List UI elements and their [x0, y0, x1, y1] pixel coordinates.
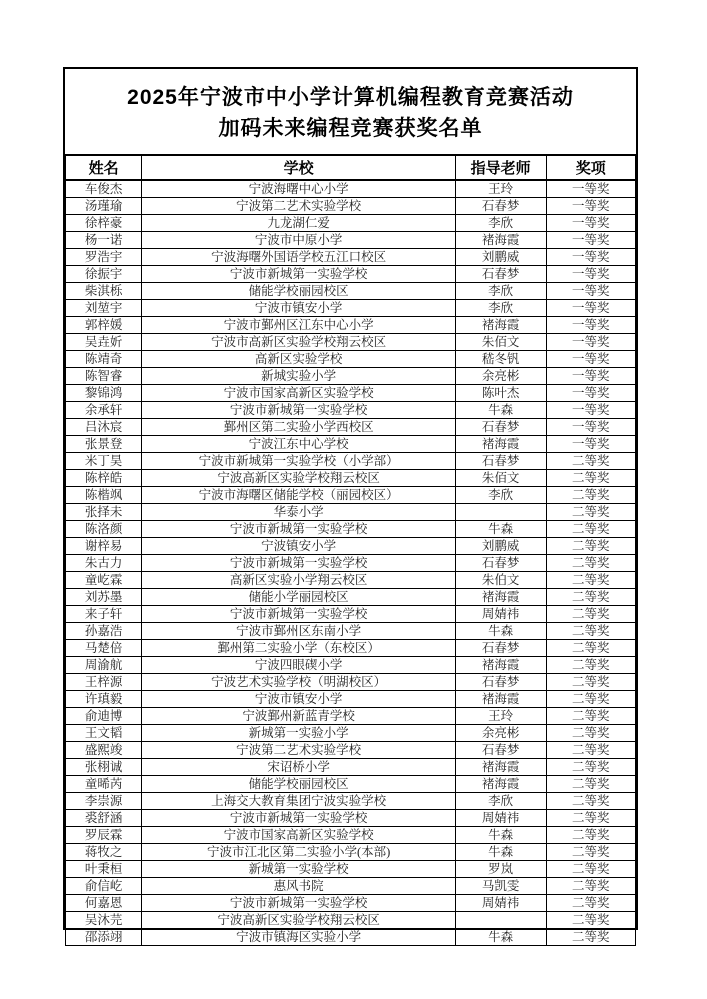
cell-award: 二等奖	[546, 674, 636, 691]
cell-teacher: 石春梦	[455, 266, 546, 283]
cell-name: 童屹霖	[66, 572, 142, 589]
table-row	[66, 266, 636, 283]
cell-award: 二等奖	[546, 470, 636, 487]
cell-teacher: 朱佰文	[455, 470, 546, 487]
table-row	[66, 861, 636, 878]
table-body	[66, 180, 636, 946]
table-row	[66, 351, 636, 368]
cell-award: 一等奖	[546, 300, 636, 317]
table-row	[66, 640, 636, 657]
cell-teacher: 石春梦	[455, 555, 546, 572]
cell-school: 储能学校丽园校区	[142, 776, 456, 793]
cell-school: 宁波市鄞州区东南小学	[142, 623, 456, 640]
cell-name: 吴沐芫	[66, 912, 142, 929]
cell-school: 鄞州第二实验小学（东校区）	[142, 640, 456, 657]
cell-teacher: 石春梦	[455, 198, 546, 215]
table-row	[66, 419, 636, 436]
cell-name: 杨一诺	[66, 232, 142, 249]
cell-teacher: 马凯雯	[455, 878, 546, 895]
table-row	[66, 827, 636, 844]
cell-name: 裘舒涵	[66, 810, 142, 827]
cell-award: 二等奖	[546, 793, 636, 810]
cell-school: 宁波镇安小学	[142, 538, 456, 555]
table-row	[66, 776, 636, 793]
cell-teacher: 周婧祎	[455, 606, 546, 623]
cell-school: 新城第一实验小学	[142, 725, 456, 742]
cell-teacher: 牛森	[455, 623, 546, 640]
table-row	[66, 504, 636, 521]
cell-teacher: 褚海霞	[455, 317, 546, 334]
table-row	[66, 283, 636, 300]
table-row	[66, 334, 636, 351]
cell-school: 宁波市新城第一实验学校（小学部）	[142, 453, 456, 470]
cell-award: 一等奖	[546, 249, 636, 266]
cell-name: 刘苏墨	[66, 589, 142, 606]
cell-teacher: 牛森	[455, 402, 546, 419]
cell-award: 二等奖	[546, 606, 636, 623]
cell-school: 宁波第二艺术实验学校	[142, 742, 456, 759]
cell-award: 二等奖	[546, 776, 636, 793]
cell-teacher: 牛森	[455, 929, 546, 946]
cell-name: 吴垚妡	[66, 334, 142, 351]
cell-school: 宁波市镇安小学	[142, 300, 456, 317]
cell-name: 黎锦鸿	[66, 385, 142, 402]
cell-award: 二等奖	[546, 912, 636, 929]
cell-school: 宁波海曙外国语学校五江口校区	[142, 249, 456, 266]
cell-name: 来子轩	[66, 606, 142, 623]
cell-award: 二等奖	[546, 929, 636, 946]
cell-teacher: 牛森	[455, 844, 546, 861]
cell-teacher: 李欣	[455, 793, 546, 810]
cell-teacher	[455, 912, 546, 929]
cell-award: 二等奖	[546, 759, 636, 776]
cell-school: 宁波第二艺术实验学校	[142, 198, 456, 215]
cell-school: 宁波高新区实验学校翔云校区	[142, 470, 456, 487]
table-row	[66, 180, 636, 198]
table-row	[66, 453, 636, 470]
header-teacher: 指导老师	[455, 155, 546, 180]
cell-name: 陈智睿	[66, 368, 142, 385]
cell-award: 一等奖	[546, 436, 636, 453]
cell-school: 储能小学丽园校区	[142, 589, 456, 606]
table-header	[66, 155, 636, 180]
cell-award: 一等奖	[546, 283, 636, 300]
table-row	[66, 249, 636, 266]
cell-teacher: 褚海霞	[455, 776, 546, 793]
cell-school: 宋诏桥小学	[142, 759, 456, 776]
cell-teacher: 褚海霞	[455, 232, 546, 249]
cell-school: 宁波江东中心学校	[142, 436, 456, 453]
cell-school: 宁波高新区实验学校翔云校区	[142, 912, 456, 929]
cell-award: 一等奖	[546, 180, 636, 198]
table-row	[66, 589, 636, 606]
cell-school: 宁波艺术实验学校（明湖校区）	[142, 674, 456, 691]
cell-school: 宁波市新城第一实验学校	[142, 606, 456, 623]
cell-award: 二等奖	[546, 861, 636, 878]
cell-school: 宁波市海曙区储能学校（丽园校区）	[142, 487, 456, 504]
cell-teacher: 陈叶杰	[455, 385, 546, 402]
cell-name: 米丁昊	[66, 453, 142, 470]
table-row	[66, 215, 636, 232]
cell-teacher: 朱佰文	[455, 334, 546, 351]
cell-school: 宁波市新城第一实验学校	[142, 555, 456, 572]
cell-award: 二等奖	[546, 572, 636, 589]
cell-award: 一等奖	[546, 385, 636, 402]
header-name: 姓名	[66, 155, 142, 180]
cell-name: 盛熙竣	[66, 742, 142, 759]
table-row	[66, 572, 636, 589]
cell-teacher: 朱伯文	[455, 572, 546, 589]
cell-name: 吕沐宸	[66, 419, 142, 436]
cell-teacher: 石春梦	[455, 419, 546, 436]
cell-school: 宁波市江北区第二实验小学(本部)	[142, 844, 456, 861]
cell-teacher: 褚海霞	[455, 657, 546, 674]
table-row	[66, 708, 636, 725]
cell-school: 宁波市国家高新区实验学校	[142, 827, 456, 844]
cell-name: 许瑱毅	[66, 691, 142, 708]
cell-name: 汤瑾瑜	[66, 198, 142, 215]
title-line-1: 2025年宁波市中小学计算机编程教育竞赛活动	[127, 86, 574, 109]
cell-name: 张栩诚	[66, 759, 142, 776]
cell-teacher: 褚海霞	[455, 691, 546, 708]
cell-name: 王文韬	[66, 725, 142, 742]
cell-school: 宁波鄞州新蓝青学校	[142, 708, 456, 725]
table-row	[66, 300, 636, 317]
cell-award: 二等奖	[546, 844, 636, 861]
cell-school: 高新区实验学校	[142, 351, 456, 368]
cell-teacher: 王玲	[455, 708, 546, 725]
table-row	[66, 606, 636, 623]
cell-school: 宁波市中原小学	[142, 232, 456, 249]
cell-name: 张择未	[66, 504, 142, 521]
cell-teacher: 周婧祎	[455, 810, 546, 827]
cell-award: 一等奖	[546, 419, 636, 436]
cell-name: 陈梓皓	[66, 470, 142, 487]
table-row	[66, 912, 636, 929]
cell-name: 陈靖奇	[66, 351, 142, 368]
cell-award: 二等奖	[546, 504, 636, 521]
cell-award: 二等奖	[546, 623, 636, 640]
cell-teacher: 褚海霞	[455, 759, 546, 776]
cell-name: 俞信屹	[66, 878, 142, 895]
cell-teacher	[455, 504, 546, 521]
table-row	[66, 402, 636, 419]
table-row	[66, 929, 636, 946]
cell-school: 新城实验小学	[142, 368, 456, 385]
cell-teacher: 石春梦	[455, 640, 546, 657]
cell-award: 一等奖	[546, 351, 636, 368]
table-row	[66, 368, 636, 385]
cell-name: 余承轩	[66, 402, 142, 419]
table-row	[66, 538, 636, 555]
table-row	[66, 742, 636, 759]
cell-teacher: 罗岚	[455, 861, 546, 878]
cell-school: 宁波市新城第一实验学校	[142, 402, 456, 419]
cell-award: 一等奖	[546, 266, 636, 283]
header-school: 学校	[142, 155, 456, 180]
table-row	[66, 385, 636, 402]
cell-award: 一等奖	[546, 232, 636, 249]
cell-school: 宁波市新城第一实验学校	[142, 810, 456, 827]
table-row	[66, 487, 636, 504]
cell-name: 刘堃宇	[66, 300, 142, 317]
cell-name: 柴淇栎	[66, 283, 142, 300]
cell-teacher: 余亮彬	[455, 725, 546, 742]
cell-teacher: 刘鹏威	[455, 249, 546, 266]
cell-school: 宁波市新城第一实验学校	[142, 895, 456, 912]
cell-teacher: 石春梦	[455, 742, 546, 759]
table-row	[66, 725, 636, 742]
cell-school: 宁波市鄞州区江东中心小学	[142, 317, 456, 334]
cell-name: 王梓源	[66, 674, 142, 691]
document-frame	[63, 67, 638, 944]
cell-award: 二等奖	[546, 725, 636, 742]
cell-teacher: 李欣	[455, 300, 546, 317]
cell-teacher: 李欣	[455, 487, 546, 504]
cell-teacher: 李欣	[455, 283, 546, 300]
cell-award: 二等奖	[546, 708, 636, 725]
cell-award: 二等奖	[546, 521, 636, 538]
cell-school: 宁波市镇安小学	[142, 691, 456, 708]
cell-school: 惠风书院	[142, 878, 456, 895]
cell-name: 徐梓豪	[66, 215, 142, 232]
cell-name: 何嘉恩	[66, 895, 142, 912]
cell-award: 一等奖	[546, 368, 636, 385]
table-row	[66, 793, 636, 810]
cell-name: 童晞芮	[66, 776, 142, 793]
table-row	[66, 555, 636, 572]
cell-award: 二等奖	[546, 895, 636, 912]
cell-name: 徐振宇	[66, 266, 142, 283]
cell-name: 罗辰霖	[66, 827, 142, 844]
table-row	[66, 623, 636, 640]
cell-award: 二等奖	[546, 538, 636, 555]
document-title	[65, 69, 636, 154]
cell-teacher: 周婧祎	[455, 895, 546, 912]
cell-award: 一等奖	[546, 334, 636, 351]
cell-name: 孙嘉浩	[66, 623, 142, 640]
cell-school: 宁波市新城第一实验学校	[142, 266, 456, 283]
cell-award: 二等奖	[546, 878, 636, 895]
cell-award: 一等奖	[546, 215, 636, 232]
cell-teacher: 刘鹏威	[455, 538, 546, 555]
cell-school: 鄞州区第二实验小学西校区	[142, 419, 456, 436]
cell-name: 陈楷飒	[66, 487, 142, 504]
cell-teacher: 李欣	[455, 215, 546, 232]
title-line-2: 加码未来编程竞赛获奖名单	[218, 117, 483, 140]
table-row	[66, 895, 636, 912]
cell-award: 二等奖	[546, 657, 636, 674]
table-row	[66, 436, 636, 453]
cell-award: 一等奖	[546, 198, 636, 215]
cell-teacher: 褚海霞	[455, 589, 546, 606]
awards-table	[65, 154, 636, 946]
cell-school: 宁波市镇海区实验小学	[142, 929, 456, 946]
cell-school: 宁波市高新区实验学校翔云校区	[142, 334, 456, 351]
cell-school: 宁波市国家高新区实验学校	[142, 385, 456, 402]
cell-school: 储能学校丽园校区	[142, 283, 456, 300]
cell-award: 二等奖	[546, 742, 636, 759]
table-row	[66, 317, 636, 334]
table-row	[66, 232, 636, 249]
cell-award: 二等奖	[546, 810, 636, 827]
cell-teacher: 余亮彬	[455, 368, 546, 385]
cell-teacher: 石春梦	[455, 453, 546, 470]
cell-name: 邵添翊	[66, 929, 142, 946]
cell-name: 郭梓媛	[66, 317, 142, 334]
cell-name: 叶秉桓	[66, 861, 142, 878]
cell-name: 俞迪博	[66, 708, 142, 725]
cell-award: 二等奖	[546, 453, 636, 470]
table-row	[66, 759, 636, 776]
table-row	[66, 521, 636, 538]
cell-award: 二等奖	[546, 487, 636, 504]
cell-award: 一等奖	[546, 402, 636, 419]
table-row	[66, 657, 636, 674]
cell-name: 张景登	[66, 436, 142, 453]
cell-school: 高新区实验小学翔云校区	[142, 572, 456, 589]
table-row	[66, 674, 636, 691]
cell-award: 二等奖	[546, 555, 636, 572]
cell-award: 二等奖	[546, 827, 636, 844]
cell-teacher: 褚海霞	[455, 436, 546, 453]
table-row	[66, 844, 636, 861]
cell-name: 周渝航	[66, 657, 142, 674]
cell-school: 上海交大教育集团宁波实验学校	[142, 793, 456, 810]
cell-award: 二等奖	[546, 640, 636, 657]
cell-name: 朱古力	[66, 555, 142, 572]
cell-school: 新城第一实验学校	[142, 861, 456, 878]
cell-school: 宁波市新城第一实验学校	[142, 521, 456, 538]
cell-school: 宁波海曙中心小学	[142, 180, 456, 198]
cell-name: 李崇源	[66, 793, 142, 810]
cell-teacher: 王玲	[455, 180, 546, 198]
cell-name: 罗浩宇	[66, 249, 142, 266]
cell-name: 蒋牧之	[66, 844, 142, 861]
header-award: 奖项	[546, 155, 636, 180]
cell-school: 华泰小学	[142, 504, 456, 521]
cell-school: 九龙湖仁爱	[142, 215, 456, 232]
cell-teacher: 牛森	[455, 521, 546, 538]
cell-name: 马楚倍	[66, 640, 142, 657]
table-row	[66, 691, 636, 708]
cell-award: 二等奖	[546, 589, 636, 606]
table-row	[66, 810, 636, 827]
cell-teacher: 牛森	[455, 827, 546, 844]
table-row	[66, 878, 636, 895]
cell-school: 宁波四眼碶小学	[142, 657, 456, 674]
cell-teacher: 石春梦	[455, 674, 546, 691]
cell-teacher: 嵇冬钒	[455, 351, 546, 368]
cell-name: 陈洛颜	[66, 521, 142, 538]
table-row	[66, 470, 636, 487]
cell-name: 车俊杰	[66, 180, 142, 198]
cell-award: 一等奖	[546, 317, 636, 334]
cell-award: 二等奖	[546, 691, 636, 708]
table-row	[66, 198, 636, 215]
cell-name: 谢梓易	[66, 538, 142, 555]
